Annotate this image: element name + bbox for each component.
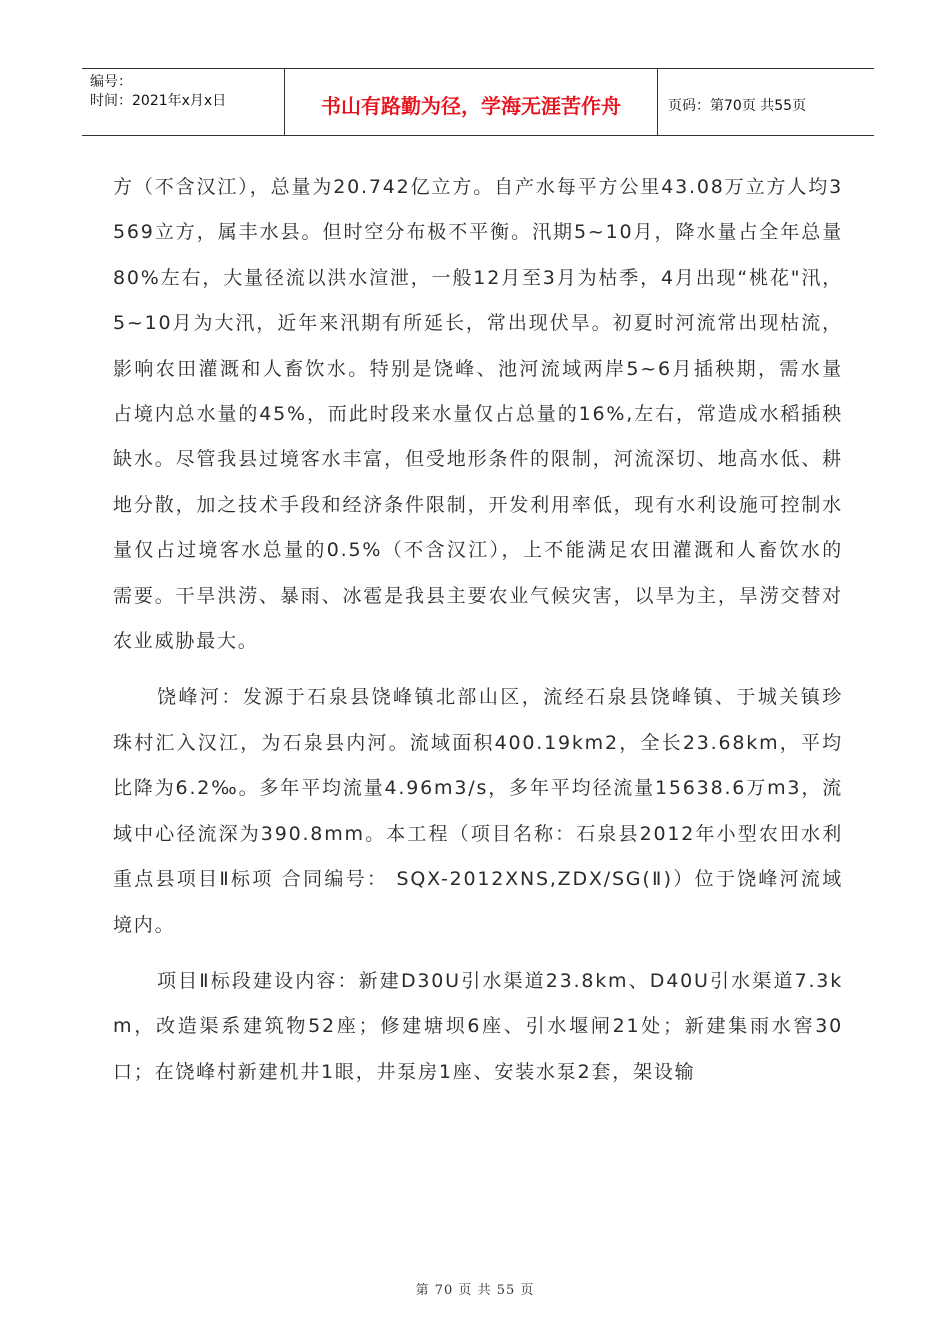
page-footer: 第 70 页 共 55 页: [415, 1283, 535, 1298]
document-body: [113, 165, 843, 1095]
header-page-cell: [658, 69, 874, 135]
paragraph-project-scope: 项目Ⅱ标段建设内容：新建D30U引水渠道23.8km、D40U引水渠道7.3km，改造渠系建筑物52座；修建塘坝6座、引水堰闸21处；新建集雨水窖30口；在饶峰村新建机井1眼，井泵房1座、安装水泵2套，架设输: [113, 969, 843, 1083]
header-motto-cell: [284, 69, 658, 135]
paragraph-raofeng-river: 饶峰河：发源于石泉县饶峰镇北部山区，流经石泉县饶峰镇、于城关镇珍珠村汇入汉江，为石泉县内河。流域面积400.19km2，全长23.68km，平均比降为6.2‰。多年平均流量4.96m3/s，多年平均径流量15638.6万m3，流域中心径流深为390.8mm。本工程（项目名称：石泉县2012年小型农田水利重点县项目Ⅱ标项 合同编号： SQX-2012XNS,ZDX/SG(Ⅱ)）位于饶峰河流域境内。: [113, 686, 843, 936]
header-motto: 书山有路勤为径，学海无涯苦作舟: [321, 93, 621, 118]
header-page-info: 页码：第70页 共55页: [668, 98, 807, 114]
document-time-label: 时间：2021年x月x日: [90, 93, 227, 109]
document-number-label: 编号：: [90, 74, 132, 90]
paragraph-water-resources: 方（不含汉江），总量为20.742亿立方。自产水每平方公里43.08万立方人均3569立方，属丰水县。但时空分布极不平衡。汛期5~10月，降水量占全年总量80%左右，大量径流以洪水渲泄，一般12月至3月为枯季，4月出现“桃花"汛，5~10月为大汛，近年来汛期有所延长，常出现伏旱。初夏时河流常出现枯流，影响农田灌溉和人畜饮水。特别是饶峰、池河流域两岸5~6月插秧期，需水量占境内总水量的45%，而此时段来水量仅占总量的16%,左右，常造成水稻插秧缺水。尽管我县过境客水丰富，但受地形条件的限制，河流深切、地高水低、耕地分散，加之技术手段和经济条件限制，开发利用率低，现有水利设施可控制水量仅占过境客水总量的0.5%（不含汉江），上不能满足农田灌溉和人畜饮水的需要。干旱洪涝、暴雨、冰雹是我县主要农业气候灾害，以旱为主，旱涝交替对农业威胁最大。: [113, 176, 843, 653]
page-header: [82, 68, 874, 136]
header-meta: [82, 69, 284, 135]
